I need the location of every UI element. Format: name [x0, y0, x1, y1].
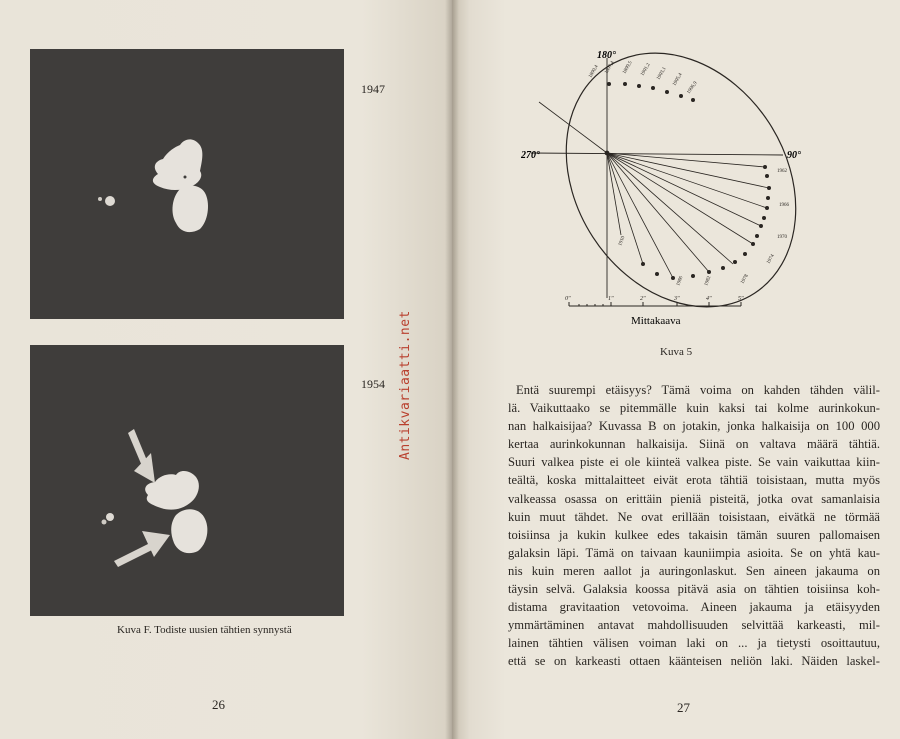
- year-label: 1910: [618, 235, 627, 247]
- paragraph-line: kuin muut tähdet. Ne ovat erillään toisistaan, eivätkä ne törmää: [508, 509, 880, 524]
- body-paragraph: [508, 381, 880, 671]
- scale-tick: 5": [738, 296, 744, 302]
- figure-5-caption: Kuva 5: [660, 346, 693, 358]
- paragraph-line: galaksin läpi. Tämä on taivaan kauniimpia asioita. Se on yhtä kau-: [508, 545, 880, 560]
- year-label: 1962: [777, 169, 787, 174]
- year-label: 1970: [777, 235, 787, 240]
- book-gutter: [445, 0, 459, 739]
- paragraph-line: nan halkaisijaa? Kuvassa B on jotakin, jonka halkaisija on 100 000: [508, 419, 880, 434]
- binary-orbit-diagram: [521, 40, 841, 330]
- paragraph-line: kertaa aurinkokunnan halkaisija. Siinä on valtava määrä tähtiä.: [508, 437, 880, 452]
- year-label: 1974: [766, 253, 776, 265]
- year-label: 1905,4: [672, 72, 684, 87]
- galaxy-photo-1947: [30, 49, 344, 319]
- year-label-1954: 1954: [361, 377, 385, 391]
- orbit-ellipse: [521, 40, 841, 330]
- year-label: 1982: [704, 275, 713, 287]
- scale-ticks: [565, 295, 744, 302]
- axis-horizontal: [531, 153, 783, 155]
- scale-tick: 0": [565, 296, 571, 302]
- galaxy-photo-1954: [30, 345, 344, 616]
- year-labels-bottom: [618, 235, 712, 287]
- galaxy-photo-1947-image: [30, 49, 344, 319]
- page-number-left: 26: [212, 697, 225, 712]
- year-label-1947: 1947: [361, 82, 385, 96]
- paragraph-line: distama gravitaation vetovoima. Aineen jakauma ja etäisyyden: [508, 600, 880, 615]
- year-labels-right: [740, 169, 789, 285]
- right-page: [452, 0, 900, 739]
- paragraph-line: täysin selvä. Galaksia koossa pitävä asia on tähtien toisiinsa koh-: [508, 582, 880, 597]
- paragraph-line: lä. Vaikuttaako se pitemmälle kuin kaksi tai kolme aurinkokun-: [508, 401, 880, 416]
- scale-tick: 4": [706, 296, 712, 302]
- scale-bar: [569, 302, 741, 306]
- scale-tick: 3": [674, 296, 680, 302]
- paragraph-line: Suuri valkea piste ei ole kiinteä valkea piste. Se vain vaikuttaa kiin-: [508, 455, 880, 470]
- year-label: 1899,5: [622, 60, 634, 75]
- paragraph-line: toisiinsa ja kukin kulkee edes takaisin tämän suuren pallomaisen: [508, 527, 880, 542]
- year-label: 1906,9: [686, 81, 699, 96]
- scale-label: Mittakaava: [631, 315, 681, 327]
- paragraph-line: lainen tähtien välisen voiman laki on ... ja tietysti osoittautuu,: [508, 636, 880, 651]
- paragraph-line: Entä suurempi etäisyys? Tämä voima on kahden tähden välil-: [516, 383, 880, 397]
- label-270: 270°: [521, 150, 540, 161]
- watermark: Antikvariaatti.net: [398, 310, 413, 460]
- year-label: 1903,1: [656, 66, 668, 81]
- radius-lines: [539, 102, 769, 278]
- scale-tick: 2": [640, 296, 646, 302]
- year-label: 1890,4: [588, 64, 600, 79]
- year-label: 1978: [740, 273, 750, 285]
- year-label: 1966: [779, 203, 789, 208]
- scale-tick: 1": [608, 296, 614, 302]
- label-90: 90°: [787, 150, 801, 161]
- paragraph-line: valkeassa osassa on erittäin pieniä pisteitä, jotka ovat samanlaisia: [508, 491, 880, 506]
- paragraph-line: ymmärtäminen antavat mahdollisuuden selvittää karkeasti, mil-: [508, 618, 880, 633]
- page-number-right: 27: [677, 700, 690, 715]
- year-label: 1897,4: [604, 60, 616, 75]
- paragraph-line: nis kuin meren aallot ja auringonlaskut. Sen aineen jakauma on: [508, 563, 880, 578]
- year-label: 1901,2: [640, 62, 652, 77]
- paragraph-line: teältä, koska mittalaitteet eivät erota tähtiä toisistaan, mutta myös: [508, 473, 880, 488]
- galaxy-photo-1954-image: [30, 345, 344, 616]
- year-label: 1986: [676, 275, 685, 287]
- paragraph-line: että se on karkeasti ottaen käänteisen neliön laki. Näiden laskel-: [508, 654, 880, 669]
- label-180: 180°: [597, 50, 616, 61]
- year-labels-top: [588, 60, 698, 95]
- figure-f-caption: Kuva F. Todiste uusien tähtien synnystä: [117, 624, 292, 636]
